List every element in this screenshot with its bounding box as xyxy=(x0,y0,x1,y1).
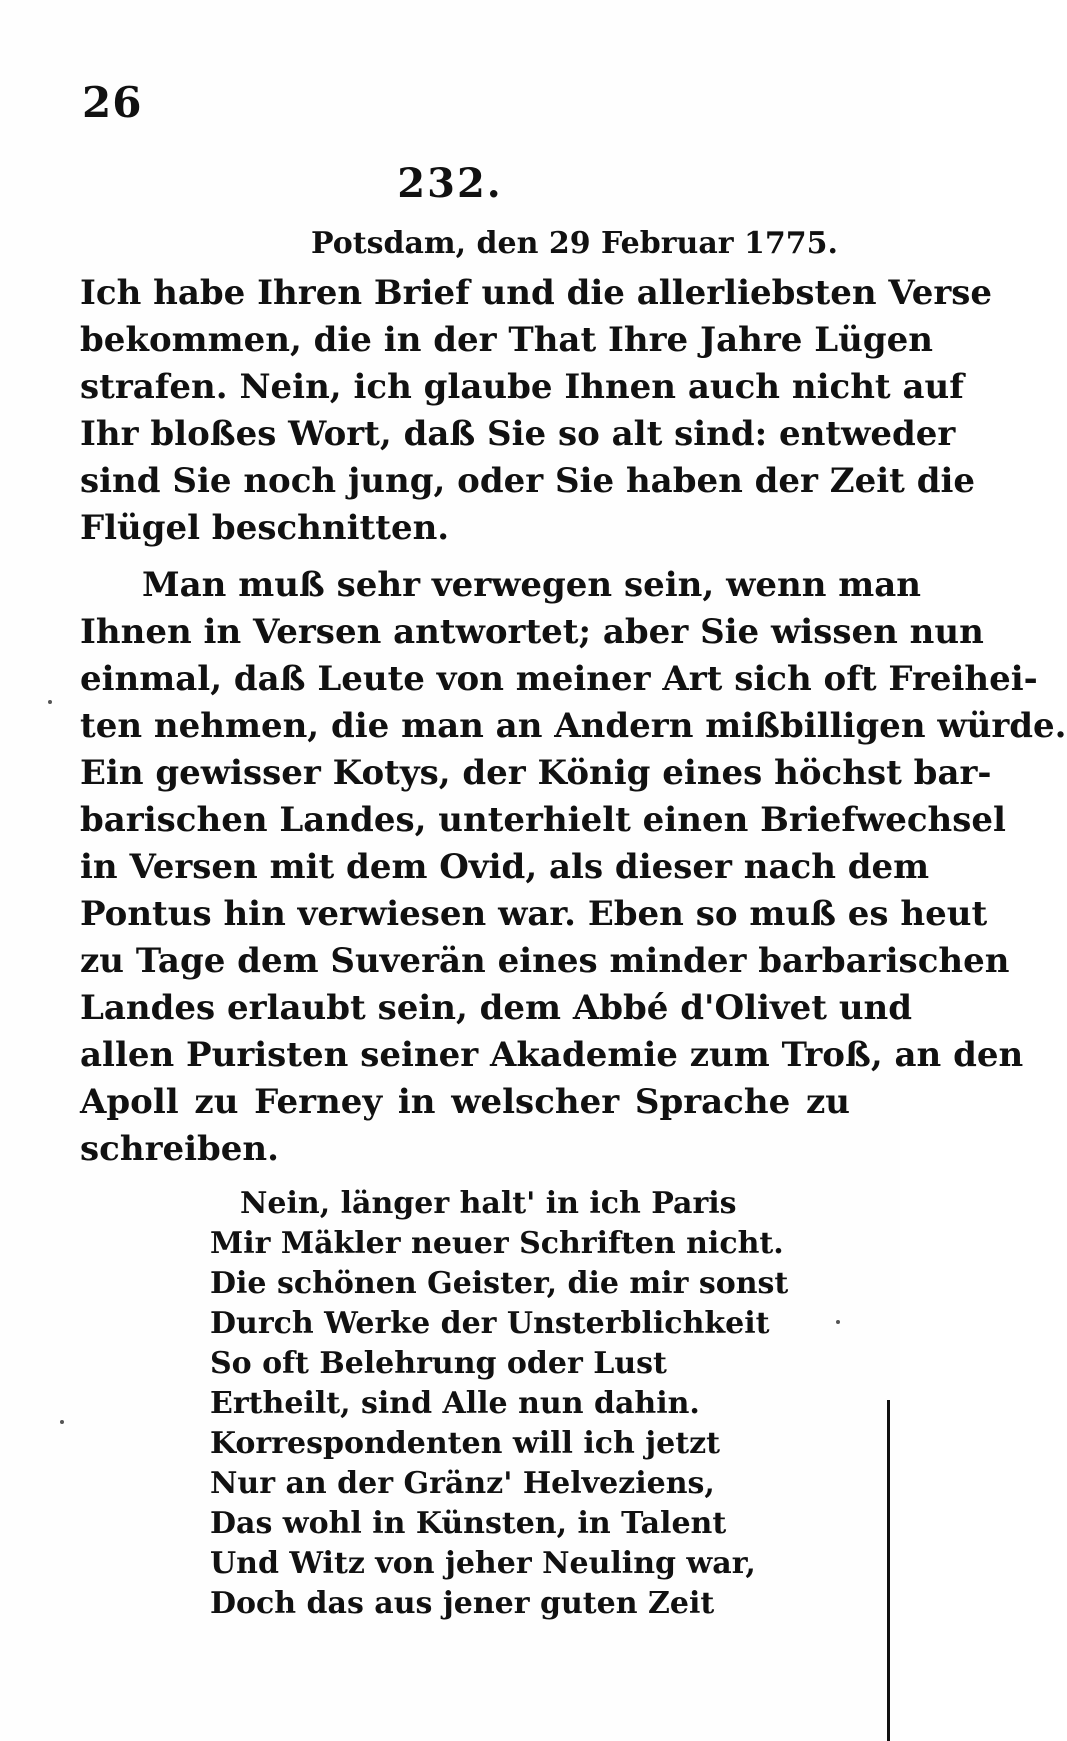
text-line: zu Tage dem Suverän eines minder barbarischen xyxy=(80,941,1010,981)
verse-line: Korrespondenten will ich jetzt xyxy=(210,1426,720,1461)
text-line: Landes erlaubt sein, dem Abbé d'Olivet und xyxy=(80,988,913,1028)
print-speck xyxy=(48,700,52,704)
verse-line: Ertheilt, sind Alle nun dahin. xyxy=(210,1386,700,1421)
dateline: Potsdam, den 29 Februar 1775. xyxy=(310,226,838,261)
text-line: strafen. Nein, ich glaube Ihnen auch nicht auf xyxy=(80,367,964,407)
print-speck xyxy=(60,1420,64,1424)
text-line: Ein gewisser Kotys, der König eines höchst bar- xyxy=(80,753,992,793)
text-line: barischen Landes, unterhielt einen Briefwechsel xyxy=(80,800,1006,840)
text-line: Apoll zu Ferney in welscher Sprache zu xyxy=(80,1082,850,1122)
verse-line: So oft Belehrung oder Lust xyxy=(210,1346,667,1381)
verse-line: Und Witz von jeher Neuling war, xyxy=(210,1546,756,1581)
text-line: einmal, daß Leute von meiner Art sich oft Freihei- xyxy=(80,659,1038,699)
paragraph-1 xyxy=(80,270,993,552)
text-line: in Versen mit dem Ovid, als dieser nach dem xyxy=(80,847,930,887)
text-line: Man muß sehr verwegen sein, wenn man xyxy=(142,565,921,605)
text-line: Flügel beschnitten. xyxy=(80,508,450,548)
text-line: ten nehmen, die man an Andern mißbilligen würde. xyxy=(80,706,1067,746)
text-line: sind Sie noch jung, oder Sie haben der Zeit die xyxy=(80,461,976,501)
page-edge-rule xyxy=(887,1400,890,1741)
text-line: Ihnen in Versen antwortet; aber Sie wissen nun xyxy=(80,612,984,652)
text-line: allen Puristen seiner Akademie zum Troß, an den xyxy=(80,1035,1024,1075)
text-line: Pontus hin verwiesen war. Eben so muß es heut xyxy=(80,894,988,934)
paragraph-2 xyxy=(80,562,1067,1173)
text-line: Ihr bloßes Wort, daß Sie so alt sind: entweder xyxy=(80,414,956,454)
verse-line: Doch das aus jener guten Zeit xyxy=(210,1586,715,1621)
verse-line: Nur an der Gränz' Helveziens, xyxy=(210,1466,715,1501)
page-number: 26 xyxy=(82,78,143,127)
verse-line: Nein, länger halt' in ich Paris xyxy=(240,1186,737,1221)
text-line: Ich habe Ihren Brief und die allerliebsten Verse xyxy=(80,273,993,313)
print-speck xyxy=(836,1320,840,1324)
verse-block xyxy=(210,1184,789,1624)
verse-line: Das wohl in Künsten, in Talent xyxy=(210,1506,727,1541)
text-line: bekommen, die in der That Ihre Jahre Lügen xyxy=(80,320,933,360)
letter-number: 232. xyxy=(397,160,503,207)
text-line: schreiben. xyxy=(80,1129,279,1169)
verse-line: Die schönen Geister, die mir sonst xyxy=(210,1266,789,1301)
verse-line: Durch Werke der Unsterblichkeit xyxy=(210,1306,770,1341)
verse-line: Mir Mäkler neuer Schriften nicht. xyxy=(210,1226,784,1261)
